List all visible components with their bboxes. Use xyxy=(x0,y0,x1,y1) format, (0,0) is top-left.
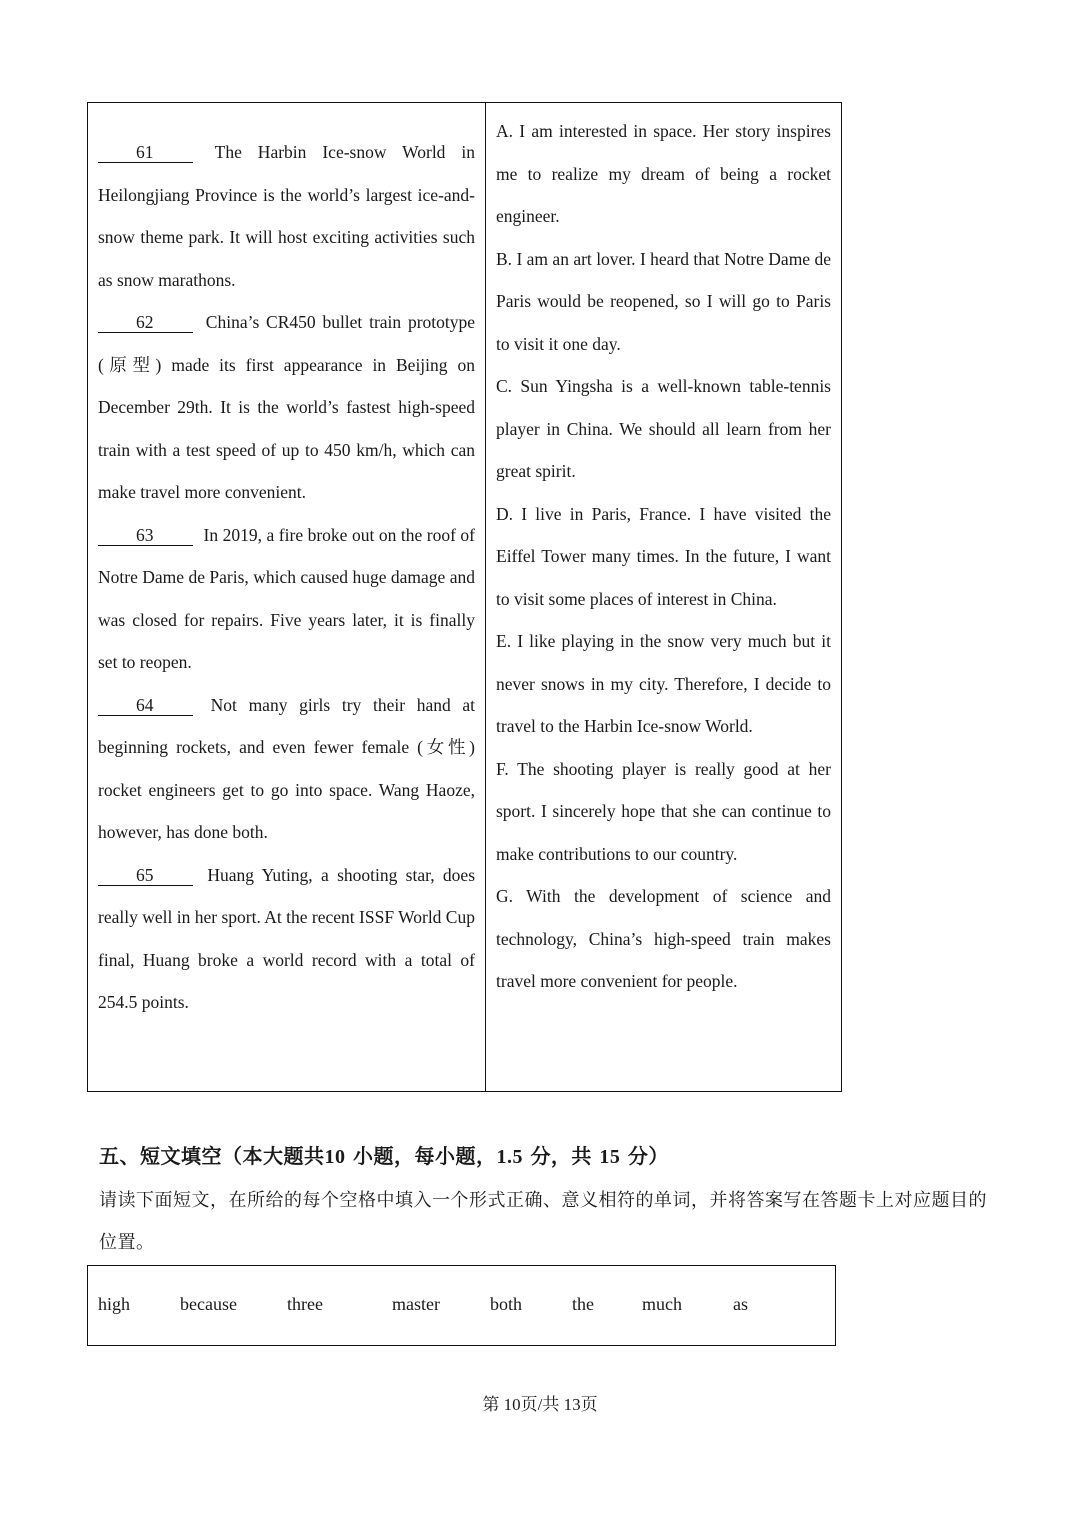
option-a: A. I am interested in space. Her story inspires me to realize my dream of being a rocket engineer. xyxy=(496,121,831,226)
passage-65: 65 Huang Yuting, a shooting star, does really well in her sport. At the recent ISSF World Cup final, Huang broke a world record with a total of 254.5 points. xyxy=(98,864,475,1012)
word-bank-item: three xyxy=(287,1294,323,1314)
word-bank-item: master xyxy=(392,1294,440,1314)
answer-blank[interactable]: 63 xyxy=(98,525,193,546)
answer-blank[interactable]: 65 xyxy=(98,865,193,886)
passage-63: 63 In 2019, a fire broke out on the roof of Notre Dame de Paris, which caused huge damage and was closed for repairs. Five years later, it is finally set to reopen. xyxy=(98,524,476,672)
option-g: G. With the development of science and technology, China’s high-speed train makes travel more convenient for people. xyxy=(496,886,831,991)
word-bank-item: much xyxy=(642,1294,682,1314)
word-bank-item: high xyxy=(98,1294,131,1314)
word-bank-item: the xyxy=(572,1294,594,1314)
option-d: D. I live in Paris, France. I have visited the Eiffel Tower many times. In the future, I want to visit some places of interest in China. xyxy=(496,503,831,609)
option-b: B. I am an art lover. I heard that Notre Dame de Paris would be reopened, so I will go to Paris to visit it one day. xyxy=(496,248,831,354)
word-bank-item: because xyxy=(180,1294,237,1314)
section-title: 五、短文填空（本大题共10 小题，每小题，1.5 分，共 15 分） xyxy=(99,1144,669,1168)
section-instructions: 请读下面短文，在所给的每个空格中填入一个形式正确、意义相符的单词，并将答案写在答题卡上对应题目的位置。 xyxy=(99,1190,987,1253)
answer-blank[interactable]: 64 xyxy=(98,695,193,716)
options-column xyxy=(486,103,841,1091)
answer-blank[interactable]: 61 xyxy=(98,142,193,163)
option-f: F. The shooting player is really good at her sport. I sincerely hope that she can continue to make contributions to our country. xyxy=(496,758,831,864)
option-c: C. Sun Yingsha is a well-known table-tennis player in China. We should all learn from her great spirit. xyxy=(496,376,831,481)
word-bank-item: both xyxy=(490,1294,523,1314)
matching-table xyxy=(87,102,842,1092)
word-bank xyxy=(87,1265,836,1346)
word-bank-item: as xyxy=(733,1294,748,1314)
passage-62: 62 China’s CR450 bullet train prototype (原型) made its first appearance in Beijing on December 29th. It is the world’s fastest high-speed train with a test speed of up to 450 km/h, which can make travel more convenient. xyxy=(98,312,476,502)
option-e: E. I like playing in the snow very much but it never snows in my city. Therefore, I decide to travel to the Harbin Ice-snow World. xyxy=(496,631,831,736)
passages-column xyxy=(88,103,486,1091)
page-number: 第 10页/共 13页 xyxy=(482,1395,598,1414)
passage-61: 61 The Harbin Ice-snow World in Heilongjiang Province is the world’s largest ice-and-snow theme park. It will host exciting activities such as snow marathons. xyxy=(98,142,475,290)
answer-blank[interactable]: 62 xyxy=(98,312,193,333)
passage-64: 64 Not many girls try their hand at beginning rockets, and even fewer female (女性) rocket engineers get to go into space. Wang Haoze, however, has done both. xyxy=(98,694,475,842)
